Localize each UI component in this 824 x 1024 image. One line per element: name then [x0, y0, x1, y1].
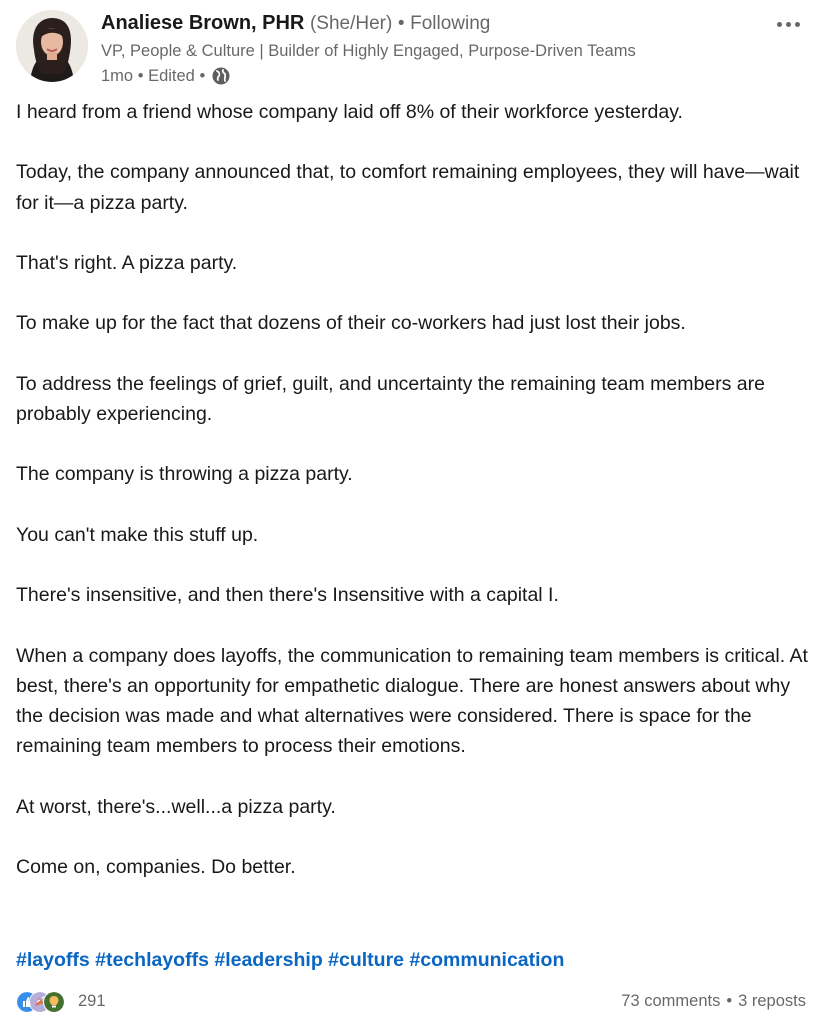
hashtag-link[interactable]: #techlayoffs	[95, 949, 209, 971]
post-paragraph: The company is throwing a pizza party.	[16, 463, 353, 486]
hashtag-link[interactable]: #culture	[328, 949, 405, 971]
comments-count-link[interactable]: 73 comments	[621, 991, 721, 1010]
hashtag-link[interactable]: #communication	[409, 949, 565, 971]
post-header	[16, 8, 808, 86]
author-headline: VP, People & Culture | Builder of Highly Engaged, Purpose-Driven Teams	[101, 42, 636, 60]
ellipsis-dot-icon	[786, 22, 791, 27]
post-paragraph: You can't make this stuff up.	[16, 523, 259, 546]
separator-dot: •	[397, 13, 405, 34]
more-options-button[interactable]	[768, 12, 808, 36]
social-counts-bar	[16, 988, 806, 1014]
post-paragraph: Come on, companies. Do better.	[16, 855, 296, 878]
post-paragraph: To make up for the fact that dozens of their co-workers had just lost their jobs.	[16, 312, 686, 335]
hashtag-link[interactable]: #layoffs	[16, 949, 90, 971]
author-name[interactable]: Analiese Brown, PHR	[101, 12, 305, 34]
engagement-counts	[621, 992, 806, 1011]
hashtag-list	[16, 945, 564, 975]
post-paragraph: To address the feelings of grief, guilt, and uncertainty the remaining team members are probably experiencing.	[16, 372, 765, 425]
insightful-reaction-icon	[43, 991, 65, 1013]
separator-dot: •	[199, 67, 206, 85]
edited-label: Edited	[148, 67, 195, 85]
ellipsis-dot-icon	[795, 22, 800, 27]
post-paragraph: Today, the company announced that, to comfort remaining employees, they will have—wait for it—a pizza party.	[16, 161, 800, 214]
ellipsis-dot-icon	[777, 22, 782, 27]
author-meta	[101, 8, 748, 89]
separator-dot: •	[137, 67, 144, 85]
post-paragraph: That's right. A pizza party.	[16, 251, 238, 274]
avatar-portrait	[16, 10, 88, 82]
post-paragraph: At worst, there's...well...a pizza party.	[16, 795, 336, 818]
post-timestamp	[101, 63, 748, 89]
author-avatar[interactable]	[16, 10, 88, 82]
hashtag-link[interactable]: #leadership	[214, 949, 323, 971]
author-pronouns: (She/Her)	[309, 13, 393, 34]
post-body	[16, 97, 808, 912]
follow-status[interactable]: Following	[410, 13, 491, 34]
reposts-count-link[interactable]: 3 reposts	[738, 991, 806, 1010]
author-line	[101, 8, 748, 39]
post-paragraph: There's insensitive, and then there's Insensitive with a capital I.	[16, 584, 559, 607]
reaction-icons	[16, 990, 76, 1012]
globe-icon	[211, 66, 231, 86]
reactions-count: 291	[78, 991, 106, 1010]
post-paragraph: When a company does layoffs, the communication to remaining team members is critical. At best, there's an opportunity for empathetic dialogue. There are honest answers about why the decision was made and what alternatives were considered. There is space for the remaining team members to process their emotions.	[16, 644, 808, 758]
reactions-summary[interactable]	[16, 990, 106, 1012]
post-paragraph: I heard from a friend whose company laid off 8% of their workforce yesterday.	[16, 101, 683, 123]
post-time: 1mo	[101, 67, 134, 85]
separator-dot: •	[726, 991, 733, 1010]
